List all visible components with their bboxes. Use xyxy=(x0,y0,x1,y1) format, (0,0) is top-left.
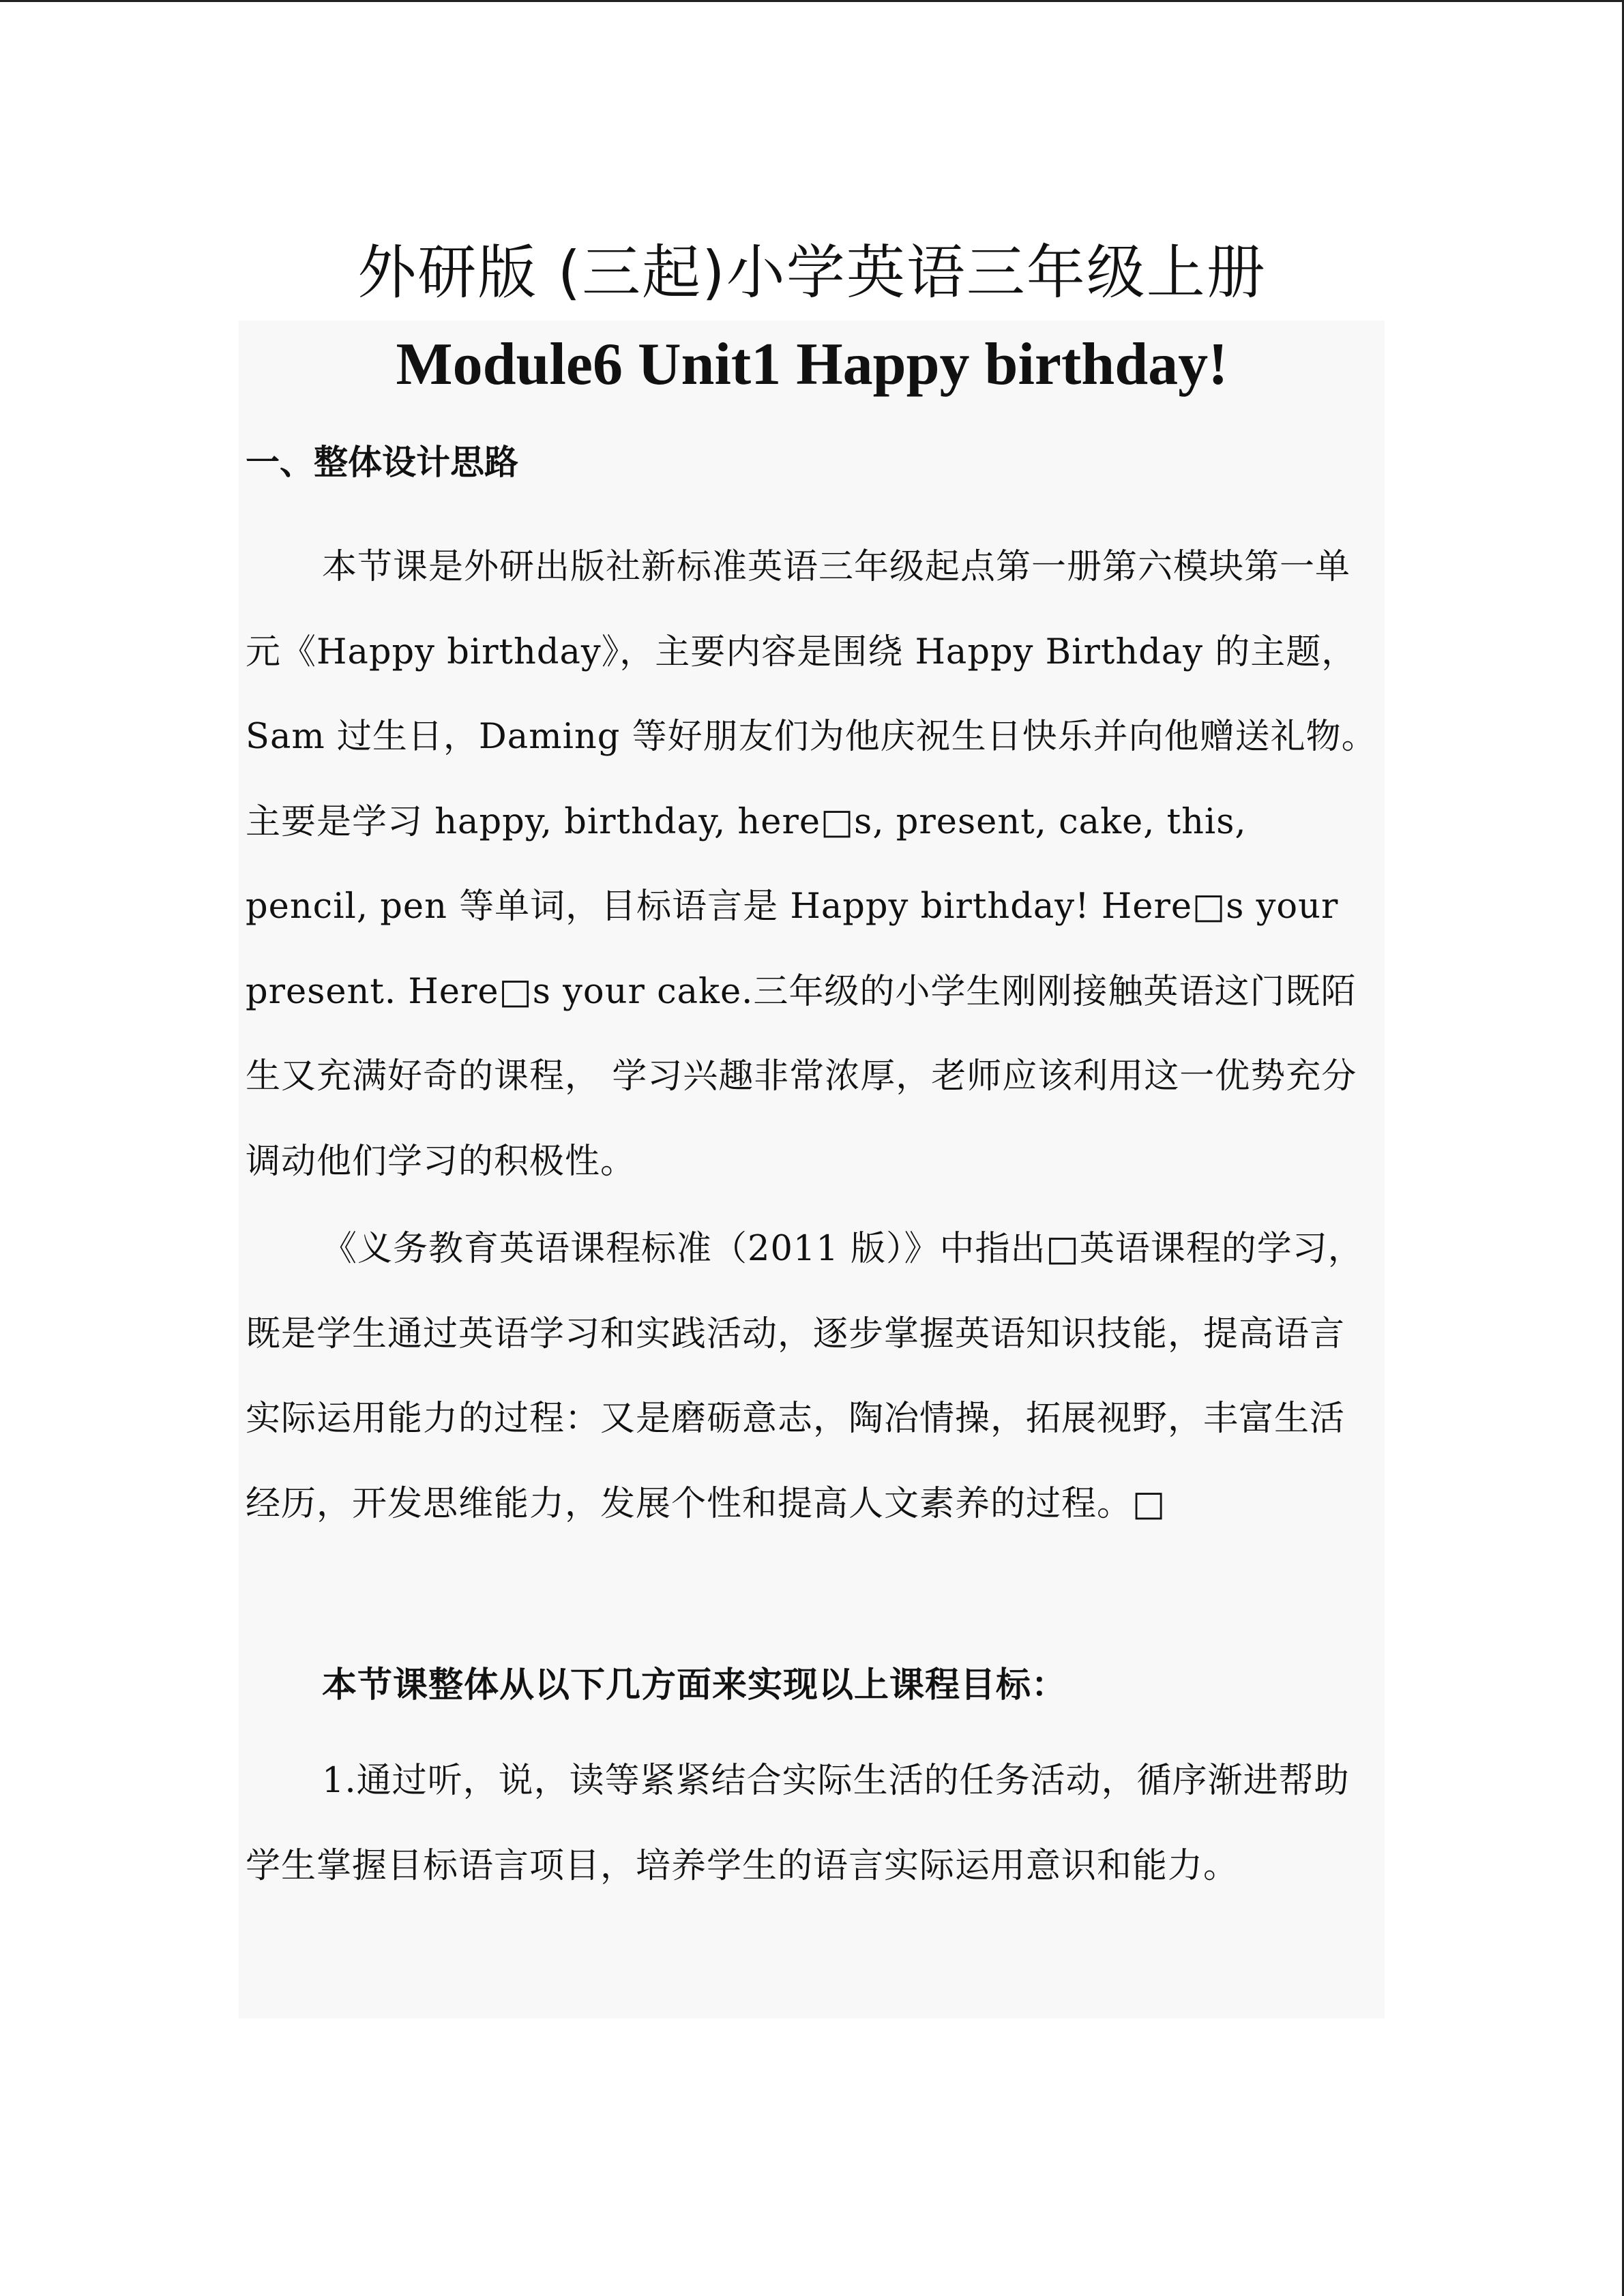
paragraph-overview: 本节课是外研出版社新标准英语三年级起点第一册第六模块第一单元《Happy birthday》，主要内容是围绕 Happy Birthday 的主题，Sam 过生日，Daming 等好朋友们为他庆祝生日快乐并向他赠送礼物。主要是学习 happy, birthday, here□s, present, cake, this, pencil, pen 等单词，目标语言是 Happy birthday! Here□s your present. Here□s your cake.三年级的小学生刚刚接触英语这门既陌生又充满好奇的课程， 学习兴趣非常浓厚，老师应该利用这一优势充分调动他们学习的积极性。 xyxy=(246,547,1377,1182)
document-title-english: Module6 Unit1 Happy birthday! xyxy=(396,331,1228,398)
paragraph-goal-1: 1.通过听，说，读等紧紧结合实际生活的任务活动，循序渐进帮助学生掌握目标语言项目，培养学生的语言实际运用意识和能力。 xyxy=(246,1761,1350,1886)
paragraph-curriculum-standard: 《义务教育英语课程标准（2011 版）》中指出□英语课程的学习，既是学生通过英语学习和实践活动，逐步掌握英语知识技能，提高语言实际运用能力的过程：又是磨砺意志，陶冶情操，拓展视野，丰富生活经历，开发思维能力，发展个性和提高人文素养的过程。□ xyxy=(246,1229,1363,1524)
section-heading: 一、整体设计思路 xyxy=(246,443,518,482)
paragraph-goals-intro: 本节课整体从以下几方面来实现以上课程目标： xyxy=(322,1665,1067,1705)
document-title-chinese: 外研版 (三起)小学英语三年级上册 xyxy=(357,239,1267,307)
